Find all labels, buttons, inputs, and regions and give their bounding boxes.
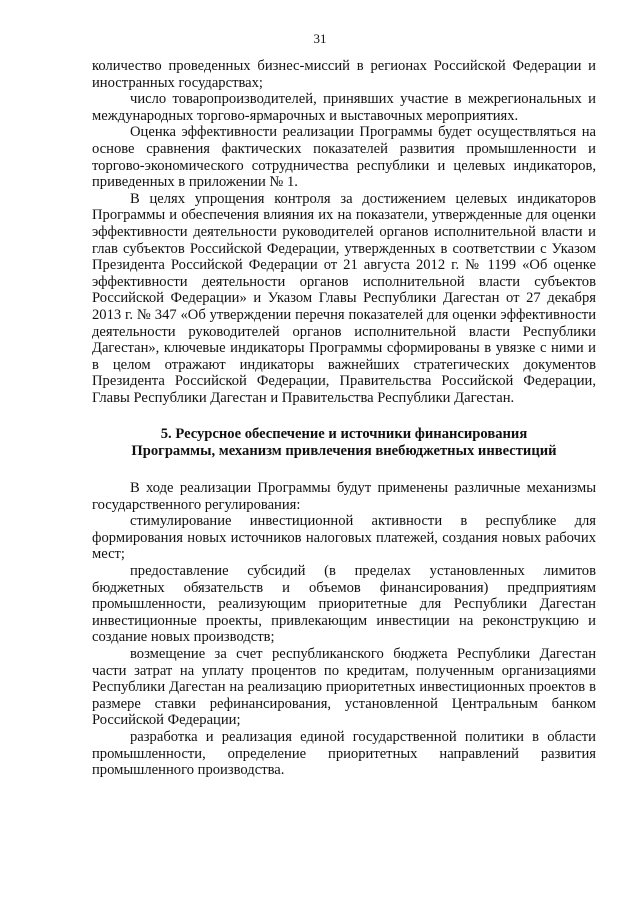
paragraph-efficiency-evaluation: Оценка эффективности реализации Программы будет осуществляться на основе сравнения фактических показателей развития промышленности и торгово-экономического сотрудничества республики и целевых индикаторов, приведенных в приложении № 1. xyxy=(92,124,596,191)
paragraph-industrial-policy: разработка и реализация единой государственной политики в области промышленности, определение приоритетных направлений развития промышленного производства. xyxy=(92,728,596,779)
paragraph-investment-stimulation: стимулирование инвестиционной активности в республике для формирования новых источников налоговых платежей, создания новых рабочих мест; xyxy=(92,513,596,563)
paragraph-producers-count: число товаропроизводителей, принявших участие в межрегиональных и международных торгово-ярмарочных и выставочных мероприятиях. xyxy=(92,91,596,124)
document-body xyxy=(92,58,596,779)
paragraph-business-missions: количество проведенных бизнес-миссий в регионах Российской Федерации и иностранных государствах; xyxy=(92,58,596,91)
paragraph-regulation-mechanisms: В ходе реализации Программы будут применены различные механизмы государственного регулирования: xyxy=(92,480,596,513)
page-number: 31 xyxy=(313,31,327,46)
paragraph-interest-compensation: возмещение за счет республиканского бюджета Республики Дагестан части затрат на уплату процентов по кредитам, полученным организациями Республики Дагестан на реализацию приоритетных инвестиционных проектов в размере ставки рефинансирования, установленной Центральным банком Российской Федерации; xyxy=(92,646,596,729)
section-heading xyxy=(92,426,596,460)
section-heading-line-1: 5. Ресурсное обеспечение и источники финансирования xyxy=(160,426,528,443)
section-spacing xyxy=(92,460,596,480)
section-heading-line-2: Программы, механизм привлечения внебюджетных инвестиций xyxy=(131,443,557,460)
paragraph-control-simplification: В целях упрощения контроля за достижением целевых индикаторов Программы и обеспечения влияния их на показатели, утвержденные для оценки эффективности деятельности руководителей органов исполнительной власти и глав субъектов Российской Федерации, утвержденных в соответствии с Указом Президента Российской Федерации от 21 августа 2012 г. № 1199 «Об оценке эффективности деятельности органов исполнительной власти субъектов Российской Федерации» и Указом Главы Республики Дагестан от 27 декабря 2013 г. № 347 «Об утверждении перечня показателей для оценки эффективности деятельности руководителей органов исполнительной власти Республики Дагестан», ключевые индикаторы Программы сформированы в увязке с ними и в целом отражают индикаторы важнейших стратегических документов Президента Российской Федерации, Правительства Российской Федерации, Главы Республики Дагестан и Правительства Республики Дагестан. xyxy=(92,190,596,406)
paragraph-subsidies: предоставление субсидий (в пределах установленных лимитов бюджетных обязательств и объемов финансирования) предприятиям промышленности, реализующим приоритетные для Республики Дагестан инвестиционные проекты, привлекающим инвестиции на реконструкцию и создание новых производств; xyxy=(92,563,596,646)
